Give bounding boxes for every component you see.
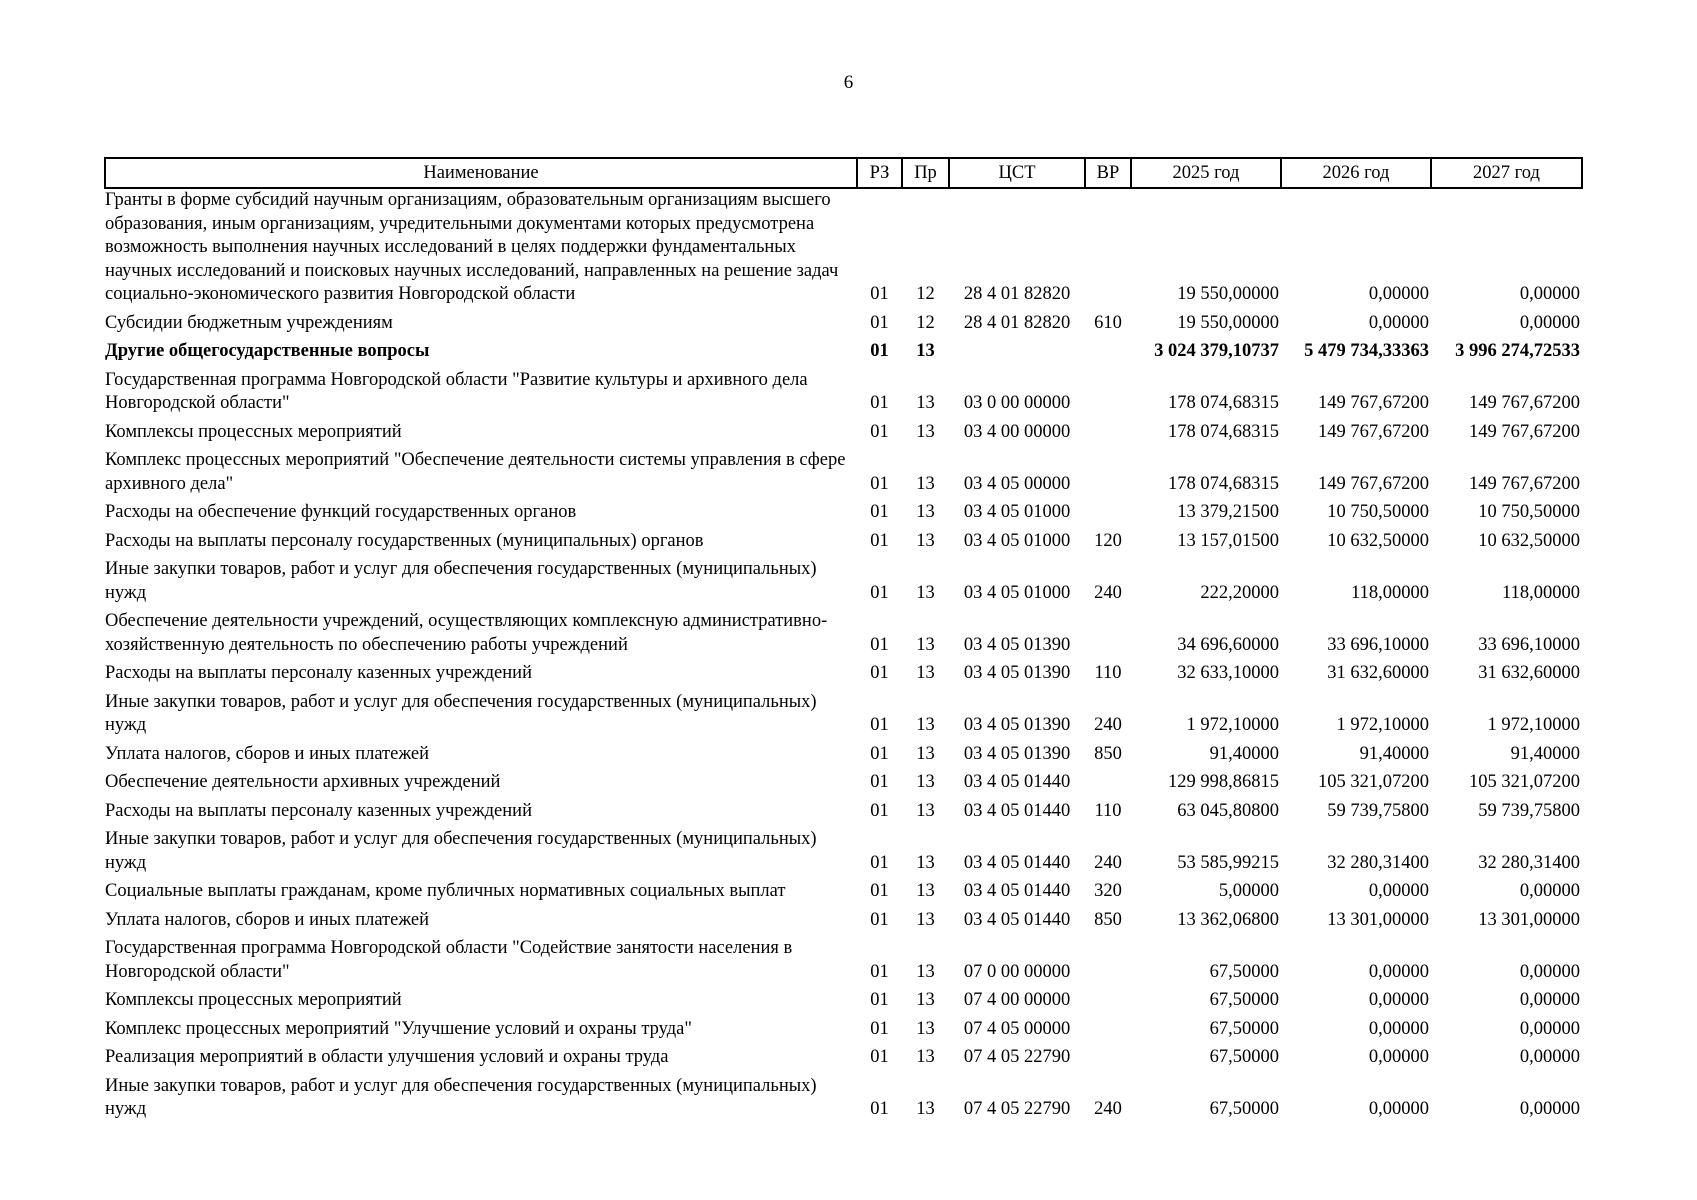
row-pr: 13 xyxy=(916,1018,935,1039)
row-2025: 67,50000 xyxy=(1209,1099,1279,1119)
row-name: Комплексы процессных мероприятий xyxy=(105,990,402,1010)
row-2025: 13 157,01500 xyxy=(1177,530,1279,551)
row-name: Субсидии бюджетным учреждениям xyxy=(105,312,393,333)
row-name: Расходы на выплаты персоналу казенных учреждений xyxy=(105,663,532,683)
row-2025: 67,50000 xyxy=(1209,961,1279,982)
row-2025: 34 696,60000 xyxy=(1177,634,1279,655)
row-cst: 03 4 05 01390 xyxy=(963,743,1071,764)
row-name: Иные закупки товаров, работ и услуг для обеспечения государственных (муниципальных) нужд xyxy=(105,829,817,873)
row-cst: 07 0 00 00000 xyxy=(963,961,1071,982)
row-2027: 91,40000 xyxy=(1510,743,1580,764)
row-name: Государственная программа Новгородской области "Содействие занятости населения в Новгородской области" xyxy=(105,938,793,982)
table-row xyxy=(105,558,1582,610)
row-vr: 120 xyxy=(1094,530,1122,551)
row-rz: 01 xyxy=(870,312,889,333)
row-rz: 01 xyxy=(870,421,889,442)
row-pr: 13 xyxy=(916,502,935,522)
row-pr: 13 xyxy=(916,800,935,821)
header-2025: 2025 год xyxy=(1131,158,1281,188)
row-cst xyxy=(949,340,1085,369)
row-rz: 01 xyxy=(870,715,889,735)
row-pr: 13 xyxy=(916,530,935,551)
row-2026: 31 632,60000 xyxy=(1327,663,1429,683)
row-2025: 1 972,10000 xyxy=(1186,715,1279,735)
row-2027: 0,00000 xyxy=(1519,312,1580,333)
row-pr: 13 xyxy=(916,1099,935,1119)
table-row xyxy=(105,1075,1582,1127)
row-rz: 01 xyxy=(870,284,889,304)
table-row xyxy=(105,449,1582,501)
header-rz: РЗ xyxy=(857,158,902,188)
row-2025: 178 074,68315 xyxy=(1168,473,1279,494)
table-row xyxy=(105,691,1582,743)
row-pr: 13 xyxy=(916,1047,935,1067)
table-row xyxy=(105,880,1582,909)
row-2026: 0,00000 xyxy=(1368,284,1429,304)
table-row xyxy=(105,530,1582,559)
row-vr: 850 xyxy=(1094,743,1122,764)
row-vr: 240 xyxy=(1094,582,1122,603)
row-rz: 01 xyxy=(870,634,889,655)
row-cst: 03 4 05 01000 xyxy=(963,582,1071,603)
row-pr: 13 xyxy=(916,852,935,873)
row-2026: 1 972,10000 xyxy=(1336,715,1429,735)
row-2027: 0,00000 xyxy=(1519,961,1580,982)
table-row xyxy=(105,937,1582,989)
row-2026: 33 696,10000 xyxy=(1327,634,1429,655)
row-2025: 67,50000 xyxy=(1209,990,1279,1010)
row-name: Комплекс процессных мероприятий "Улучшение условий и охраны труда" xyxy=(105,1018,692,1039)
row-pr: 13 xyxy=(916,881,935,901)
row-2026: 0,00000 xyxy=(1368,881,1429,901)
row-2027: 105 321,07200 xyxy=(1469,772,1580,792)
header-vr: ВР xyxy=(1085,158,1131,188)
row-2027: 13 301,00000 xyxy=(1478,909,1580,930)
row-name: Государственная программа Новгородской области "Развитие культуры и архивного дела Новгородской области" xyxy=(105,369,808,413)
row-2025: 91,40000 xyxy=(1209,743,1279,764)
header-name: Наименование xyxy=(105,158,857,188)
row-2027: 3 996 274,72533 xyxy=(1455,341,1580,361)
row-2026: 91,40000 xyxy=(1359,743,1429,764)
row-cst: 03 4 05 01000 xyxy=(963,530,1071,551)
row-2025: 32 633,10000 xyxy=(1177,663,1279,683)
row-rz: 01 xyxy=(870,772,889,792)
row-vr: 320 xyxy=(1094,881,1122,901)
row-2026: 59 739,75800 xyxy=(1327,800,1429,821)
row-name: Комплекс процессных мероприятий "Обеспечение деятельности системы управления в сфере архивного дела" xyxy=(105,450,846,494)
row-2025: 67,50000 xyxy=(1209,1047,1279,1067)
row-name: Обеспечение деятельности учреждений, осуществляющих комплексную административно-хозяйственную деятельность по обеспечению работы учреждений xyxy=(105,611,828,655)
row-pr: 13 xyxy=(916,634,935,655)
row-2026: 5 479 734,33363 xyxy=(1304,341,1429,361)
row-rz: 01 xyxy=(870,663,889,683)
row-2025: 178 074,68315 xyxy=(1168,393,1279,413)
row-2026: 10 632,50000 xyxy=(1327,530,1429,551)
row-vr xyxy=(1085,937,1131,989)
row-cst: 03 4 05 01390 xyxy=(963,663,1071,683)
row-vr xyxy=(1085,1018,1131,1047)
row-cst: 07 4 05 22790 xyxy=(963,1099,1071,1119)
row-rz: 01 xyxy=(870,1047,889,1067)
row-rz: 01 xyxy=(870,502,889,522)
row-2025: 13 362,06800 xyxy=(1177,909,1279,930)
row-cst: 07 4 00 00000 xyxy=(963,990,1071,1010)
row-vr: 240 xyxy=(1094,852,1122,873)
table-row xyxy=(105,340,1582,369)
row-vr xyxy=(1085,340,1131,369)
row-2025: 3 024 379,10737 xyxy=(1154,341,1279,361)
row-rz: 01 xyxy=(870,393,889,413)
row-2027: 149 767,67200 xyxy=(1469,421,1580,442)
row-2025: 222,20000 xyxy=(1200,582,1279,603)
table-row xyxy=(105,771,1582,800)
row-2027: 31 632,60000 xyxy=(1478,663,1580,683)
row-name: Социальные выплаты гражданам, кроме публичных нормативных социальных выплат xyxy=(105,881,786,901)
row-2025: 5,00000 xyxy=(1218,881,1279,901)
row-rz: 01 xyxy=(870,530,889,551)
row-2027: 0,00000 xyxy=(1519,284,1580,304)
row-2026: 0,00000 xyxy=(1368,961,1429,982)
row-rz: 01 xyxy=(870,743,889,764)
row-cst: 07 4 05 00000 xyxy=(963,1018,1071,1039)
row-cst: 03 4 05 01440 xyxy=(963,852,1071,873)
row-vr: 240 xyxy=(1094,715,1122,735)
row-name: Иные закупки товаров, работ и услуг для обеспечения государственных (муниципальных) нужд xyxy=(105,1075,817,1119)
row-pr: 13 xyxy=(916,961,935,982)
row-2025: 19 550,00000 xyxy=(1177,312,1279,333)
budget-table xyxy=(104,157,1583,1127)
table-row xyxy=(105,743,1582,772)
row-cst: 28 4 01 82820 xyxy=(963,284,1071,304)
row-2027: 59 739,75800 xyxy=(1478,800,1580,821)
table-row xyxy=(105,989,1582,1018)
row-2026: 0,00000 xyxy=(1368,1047,1429,1067)
row-cst: 03 4 05 01390 xyxy=(963,634,1071,655)
header-cst: ЦСТ xyxy=(949,158,1085,188)
row-2026: 13 301,00000 xyxy=(1327,909,1429,930)
row-2025: 178 074,68315 xyxy=(1168,421,1279,442)
row-name: Уплата налогов, сборов и иных платежей xyxy=(105,743,430,764)
row-rz: 01 xyxy=(870,341,889,361)
row-name: Расходы на выплаты персоналу казенных учреждений xyxy=(105,800,532,821)
row-2027: 0,00000 xyxy=(1519,1099,1580,1119)
row-2027: 10 632,50000 xyxy=(1478,530,1580,551)
row-name: Комплексы процессных мероприятий xyxy=(105,421,402,442)
row-cst: 03 4 05 01440 xyxy=(963,909,1071,930)
table-row xyxy=(105,501,1582,530)
row-cst: 03 4 00 00000 xyxy=(963,421,1071,442)
row-rz: 01 xyxy=(870,582,889,603)
row-vr: 110 xyxy=(1094,663,1122,683)
row-2026: 105 321,07200 xyxy=(1318,772,1429,792)
row-name: Гранты в форме субсидий научным организациям, образовательным организациям высшего образования, иным организациям, учредительными документами которых предусмотрена возможность выполнения научных исследований в целях поддержки фундаментальных научных исследований и поисковых научных исследований, направленных на решение задач социально-экономического развития Новгородской области xyxy=(105,190,839,304)
row-pr: 13 xyxy=(916,909,935,930)
row-2026: 0,00000 xyxy=(1368,1099,1429,1119)
row-2027: 10 750,50000 xyxy=(1478,502,1580,522)
table-row xyxy=(105,800,1582,829)
row-pr: 13 xyxy=(916,421,935,442)
row-2026: 32 280,31400 xyxy=(1327,852,1429,873)
table-row xyxy=(105,312,1582,341)
row-pr: 12 xyxy=(916,312,935,333)
row-2026: 10 750,50000 xyxy=(1327,502,1429,522)
row-vr xyxy=(1085,1046,1131,1075)
row-rz: 01 xyxy=(870,881,889,901)
row-pr: 13 xyxy=(916,663,935,683)
row-vr: 850 xyxy=(1094,909,1122,930)
row-2027: 33 696,10000 xyxy=(1478,634,1580,655)
row-2026: 149 767,67200 xyxy=(1318,393,1429,413)
row-vr xyxy=(1085,989,1131,1018)
row-2027: 1 972,10000 xyxy=(1487,715,1580,735)
row-pr: 13 xyxy=(916,341,935,361)
table-row xyxy=(105,421,1582,450)
table-row xyxy=(105,909,1582,938)
row-pr: 13 xyxy=(916,772,935,792)
row-vr: 610 xyxy=(1094,312,1122,333)
row-2027: 0,00000 xyxy=(1519,1047,1580,1067)
row-rz: 01 xyxy=(870,1099,889,1119)
row-pr: 13 xyxy=(916,743,935,764)
page-number: 6 xyxy=(843,72,854,93)
table-row xyxy=(105,662,1582,691)
row-vr xyxy=(1085,188,1131,312)
row-2027: 149 767,67200 xyxy=(1469,393,1580,413)
table-body xyxy=(105,188,1582,1127)
row-name: Другие общегосударственные вопросы xyxy=(105,341,430,361)
table-row xyxy=(105,610,1582,662)
table-row xyxy=(105,828,1582,880)
row-name: Обеспечение деятельности архивных учреждений xyxy=(105,772,501,792)
header-2026: 2026 год xyxy=(1281,158,1431,188)
row-name: Расходы на выплаты персоналу государственных (муниципальных) органов xyxy=(105,530,704,551)
row-cst: 03 4 05 01440 xyxy=(963,881,1071,901)
row-2026: 0,00000 xyxy=(1368,312,1429,333)
row-cst: 03 4 05 01440 xyxy=(963,772,1071,792)
row-pr: 13 xyxy=(916,990,935,1010)
row-2025: 129 998,86815 xyxy=(1168,772,1279,792)
row-2025: 19 550,00000 xyxy=(1177,284,1279,304)
row-2027: 0,00000 xyxy=(1519,990,1580,1010)
row-vr xyxy=(1085,369,1131,421)
row-rz: 01 xyxy=(870,961,889,982)
row-rz: 01 xyxy=(870,909,889,930)
row-rz: 01 xyxy=(870,800,889,821)
row-vr xyxy=(1085,610,1131,662)
row-rz: 01 xyxy=(870,473,889,494)
row-2027: 32 280,31400 xyxy=(1478,852,1580,873)
row-name: Реализация мероприятий в области улучшения условий и охраны труда xyxy=(105,1047,669,1067)
row-pr: 12 xyxy=(916,284,935,304)
row-2025: 67,50000 xyxy=(1209,1018,1279,1039)
table-row xyxy=(105,1018,1582,1047)
row-pr: 13 xyxy=(916,582,935,603)
row-cst: 28 4 01 82820 xyxy=(963,312,1071,333)
row-2027: 0,00000 xyxy=(1519,1018,1580,1039)
row-vr: 240 xyxy=(1094,1099,1122,1119)
row-cst: 03 4 05 01000 xyxy=(963,502,1071,522)
row-2025: 63 045,80800 xyxy=(1177,800,1279,821)
row-2025: 53 585,99215 xyxy=(1177,852,1279,873)
row-2026: 149 767,67200 xyxy=(1318,473,1429,494)
row-name: Расходы на обеспечение функций государственных органов xyxy=(105,502,577,522)
row-cst: 03 0 00 00000 xyxy=(963,393,1071,413)
row-vr xyxy=(1085,771,1131,800)
table-row xyxy=(105,188,1582,312)
row-cst: 03 4 05 01440 xyxy=(963,800,1071,821)
header-2027: 2027 год xyxy=(1431,158,1582,188)
row-rz: 01 xyxy=(870,990,889,1010)
row-2027: 149 767,67200 xyxy=(1469,473,1580,494)
row-2026: 0,00000 xyxy=(1368,1018,1429,1039)
row-cst: 03 4 05 01390 xyxy=(963,715,1071,735)
row-2027: 118,00000 xyxy=(1502,582,1580,603)
header-pr: Пр xyxy=(902,158,949,188)
table-row xyxy=(105,1046,1582,1075)
row-pr: 13 xyxy=(916,473,935,494)
row-name: Иные закупки товаров, работ и услуг для обеспечения государственных (муниципальных) нужд xyxy=(105,691,817,735)
row-vr xyxy=(1085,421,1131,450)
row-2026: 0,00000 xyxy=(1368,990,1429,1010)
row-2026: 149 767,67200 xyxy=(1318,421,1429,442)
row-2027: 0,00000 xyxy=(1519,881,1580,901)
table-header-row xyxy=(105,158,1582,188)
row-vr xyxy=(1085,501,1131,530)
row-vr xyxy=(1085,449,1131,501)
table-row xyxy=(105,369,1582,421)
row-2026: 118,00000 xyxy=(1351,582,1429,603)
row-vr: 110 xyxy=(1094,800,1122,821)
row-rz: 01 xyxy=(870,852,889,873)
row-2025: 13 379,21500 xyxy=(1177,502,1279,522)
row-name: Уплата налогов, сборов и иных платежей xyxy=(105,909,430,930)
row-pr: 13 xyxy=(916,715,935,735)
row-rz: 01 xyxy=(870,1018,889,1039)
row-cst: 03 4 05 00000 xyxy=(963,473,1071,494)
row-pr: 13 xyxy=(916,393,935,413)
row-name: Иные закупки товаров, работ и услуг для обеспечения государственных (муниципальных) нужд xyxy=(105,559,817,603)
row-cst: 07 4 05 22790 xyxy=(963,1047,1071,1067)
